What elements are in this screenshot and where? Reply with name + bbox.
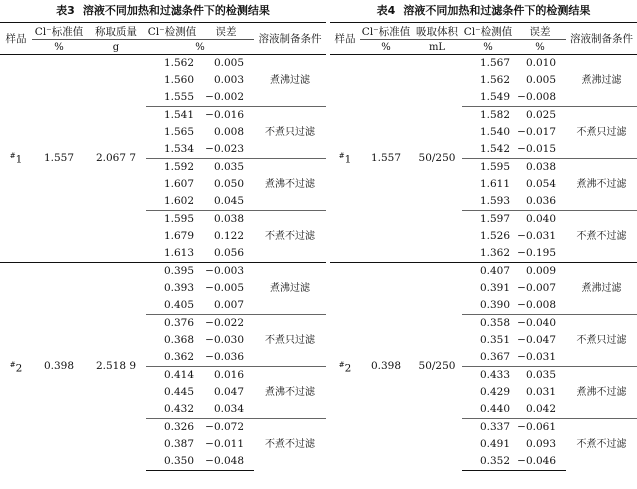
table3-panel [0, 0, 326, 471]
error-value-cell: −0.023 [205, 143, 244, 155]
measured-value-cell: 0.326 [146, 419, 198, 437]
preparation-condition-cell: 煮沸不过滤 [566, 367, 637, 419]
sample-mass-cell: 2.067 7 [95, 152, 137, 164]
error-value-cell: −0.046 [514, 453, 566, 471]
error-value-cell: 0.005 [525, 74, 556, 86]
table-row [0, 263, 326, 281]
error-value-cell: −0.030 [205, 334, 244, 346]
table4-unit-std: % [360, 40, 412, 55]
measured-value-cell: 0.405 [163, 299, 194, 311]
measured-value-cell: 1.555 [163, 91, 194, 103]
table4-header-error: 误差 [514, 23, 566, 40]
preparation-condition-cell: 不煮不过滤 [254, 419, 326, 471]
measured-value-cell: 0.358 [462, 315, 514, 333]
error-value-cell: −0.031 [517, 351, 556, 363]
error-value-cell: 0.054 [525, 178, 556, 190]
table-row [330, 263, 637, 281]
error-value-cell: −0.005 [205, 282, 244, 294]
error-value-cell: 0.047 [213, 386, 244, 398]
table3-header-error: 误差 [198, 23, 254, 40]
measured-value-cell: 1.549 [479, 91, 510, 103]
error-value-cell: 0.003 [213, 74, 244, 86]
measured-value-cell: 1.526 [479, 230, 510, 242]
preparation-condition-cell: 煮沸不过滤 [254, 367, 326, 419]
error-value-cell: −0.047 [517, 334, 556, 346]
preparation-condition-cell: 煮沸过滤 [566, 263, 637, 315]
error-value-cell: 0.031 [525, 386, 556, 398]
error-value-cell: 0.016 [198, 367, 254, 385]
table3-caption-title: 溶液不同加热和过滤条件下的检测结果 [82, 4, 270, 17]
measured-value-cell: 1.613 [163, 247, 194, 259]
error-value-cell: 0.025 [514, 107, 566, 125]
measured-value-cell: 1.611 [479, 178, 510, 190]
pipetted-volume-cell: 50/250 [418, 152, 456, 164]
measured-value-cell: 0.407 [462, 263, 514, 281]
pipetted-volume-cell: 50/250 [412, 263, 462, 471]
error-value-cell: −0.007 [517, 282, 556, 294]
measured-value-cell: 0.440 [479, 403, 510, 415]
sample-id: 2 [344, 362, 352, 374]
error-value-cell: −0.195 [517, 247, 556, 259]
measured-value-cell: 1.562 [163, 57, 194, 69]
preparation-condition-cell: 煮沸过滤 [254, 263, 326, 315]
measured-value-cell: 0.362 [163, 351, 194, 363]
measured-value-cell: 1.597 [462, 211, 514, 229]
table-row [330, 55, 637, 73]
table4-unit-measured: % [462, 40, 514, 55]
measured-value-cell: 1.560 [163, 74, 194, 86]
standard-value-cell: 1.557 [43, 152, 75, 164]
measured-value-cell: 1.562 [479, 74, 510, 86]
measured-value-cell: 0.368 [163, 334, 194, 346]
table3-body [0, 55, 326, 471]
preparation-condition-cell: 不煮不过滤 [566, 419, 637, 471]
table3-header-row [0, 23, 326, 40]
error-value-cell: −0.040 [514, 315, 566, 333]
table4-header-std: Cl⁻标准值 [360, 23, 412, 40]
error-value-cell: 0.042 [525, 403, 556, 415]
table3-unit-mass: g [86, 40, 146, 55]
measured-value-cell: 1.541 [146, 107, 198, 125]
error-value-cell: 0.122 [213, 230, 244, 242]
error-value-cell: −0.016 [198, 107, 254, 125]
table3-header-std: Cl⁻标准值 [32, 23, 86, 40]
sample-id-cell [330, 55, 360, 263]
error-value-cell: −0.002 [205, 91, 244, 103]
error-value-cell: 0.035 [198, 159, 254, 177]
preparation-condition-cell: 煮沸不过滤 [566, 159, 637, 211]
table4-panel [330, 0, 637, 471]
table4-unit-error: % [514, 40, 566, 55]
measured-value-cell: 0.376 [146, 315, 198, 333]
sample-mark: # [9, 152, 16, 161]
error-value-cell: 0.056 [213, 247, 244, 259]
sample-mass-cell: 2.518 9 [86, 263, 146, 471]
measured-value-cell: 1.593 [479, 195, 510, 207]
table3-caption [0, 0, 326, 22]
table3-header-measured: Cl⁻检测值 [146, 23, 198, 40]
measured-value-cell: 0.432 [163, 403, 194, 415]
error-value-cell: 0.035 [514, 367, 566, 385]
sample-id: 1 [15, 153, 23, 166]
standard-value-cell: 0.398 [360, 263, 412, 471]
measured-value-cell: 0.445 [163, 386, 194, 398]
measured-value-cell: 1.567 [479, 57, 510, 69]
sample-mark: # [338, 360, 345, 369]
table4-caption-number: 表4 [376, 4, 396, 17]
measured-value-cell: 1.679 [163, 230, 194, 242]
error-value-cell: −0.031 [517, 230, 556, 242]
table3-header-condition: 溶液制备条件 [254, 23, 326, 55]
error-value-cell: 0.040 [514, 211, 566, 229]
table4-caption [330, 0, 637, 22]
sample-mark: # [338, 152, 345, 161]
table4-header-row [330, 23, 637, 40]
standard-value-cell: 1.557 [370, 152, 402, 164]
error-value-cell: −0.015 [517, 143, 556, 155]
measured-value-cell: 1.540 [479, 126, 510, 138]
error-value-cell: 0.034 [213, 403, 244, 415]
error-value-cell: 0.008 [213, 126, 244, 138]
sample-id-cell [0, 263, 32, 471]
preparation-condition-cell: 不煮不过滤 [254, 211, 326, 263]
measured-value-cell: 0.352 [462, 453, 514, 471]
measured-value-cell: 0.393 [163, 282, 194, 294]
preparation-condition-cell: 煮沸不过滤 [254, 159, 326, 211]
measured-value-cell: 0.367 [479, 351, 510, 363]
measured-value-cell: 0.395 [146, 263, 198, 281]
error-value-cell: 0.038 [514, 159, 566, 177]
measured-value-cell: 0.391 [479, 282, 510, 294]
sample-mark: # [9, 360, 16, 369]
measured-value-cell: 1.362 [479, 247, 510, 259]
error-value-cell: −0.061 [514, 419, 566, 437]
error-value-cell: 0.010 [525, 57, 556, 69]
sample-id: 1 [344, 153, 352, 166]
measured-value-cell: 0.350 [146, 453, 198, 471]
error-value-cell: 0.005 [213, 57, 244, 69]
measured-value-cell: 0.337 [462, 419, 514, 437]
error-value-cell: −0.017 [517, 126, 556, 138]
table3-header-sample: 样品 [0, 23, 32, 55]
table4-unit-volume: mL [412, 40, 462, 55]
table4-header-volume: 吸取体积 [412, 23, 462, 40]
preparation-condition-cell: 不煮不过滤 [566, 211, 637, 263]
measured-value-cell: 1.607 [163, 178, 194, 190]
error-value-cell: 0.093 [525, 438, 556, 450]
measured-value-cell: 1.595 [146, 211, 198, 229]
error-value-cell: −0.048 [198, 453, 254, 471]
measured-value-cell: 1.582 [462, 107, 514, 125]
preparation-condition-cell: 不煮只过滤 [566, 107, 637, 159]
table4-header-measured: Cl⁻检测值 [462, 23, 514, 40]
standard-value-cell: 0.398 [32, 263, 86, 471]
measured-value-cell: 0.414 [146, 367, 198, 385]
error-value-cell: −0.011 [205, 438, 244, 450]
error-value-cell: −0.003 [198, 263, 254, 281]
table3-unit-std: % [32, 40, 86, 55]
table4-header-condition: 溶液制备条件 [566, 23, 637, 55]
preparation-condition-cell: 不煮只过滤 [566, 315, 637, 367]
measured-value-cell: 1.534 [163, 143, 194, 155]
table4-body [330, 55, 637, 471]
measured-value-cell: 1.542 [479, 143, 510, 155]
measured-value-cell: 1.592 [146, 159, 198, 177]
error-value-cell: 0.009 [514, 263, 566, 281]
measured-value-cell: 1.565 [163, 126, 194, 138]
measured-value-cell: 0.351 [479, 334, 510, 346]
measured-value-cell: 0.390 [479, 299, 510, 311]
error-value-cell: −0.036 [205, 351, 244, 363]
preparation-condition-cell: 煮沸过滤 [270, 75, 310, 86]
error-value-cell: −0.072 [198, 419, 254, 437]
table4-header-sample: 样品 [330, 23, 360, 55]
error-value-cell: 0.036 [525, 195, 556, 207]
table3-unit-measured-error: % [146, 40, 254, 55]
table4 [330, 22, 637, 471]
error-value-cell: 0.038 [198, 211, 254, 229]
preparation-condition-cell: 不煮只过滤 [254, 315, 326, 367]
measured-value-cell: 0.387 [163, 438, 194, 450]
error-value-cell: −0.008 [517, 91, 556, 103]
error-value-cell: 0.045 [213, 195, 244, 207]
measured-value-cell: 0.433 [462, 367, 514, 385]
table3-caption-number: 表3 [56, 4, 75, 17]
measured-value-cell: 1.595 [462, 159, 514, 177]
sample-id-cell [330, 263, 360, 471]
error-value-cell: 0.007 [213, 299, 244, 311]
table3-header-mass: 称取质量 [86, 23, 146, 40]
measured-value-cell: 1.602 [163, 195, 194, 207]
sample-id: 2 [15, 362, 23, 374]
table3 [0, 22, 326, 471]
table4-caption-title: 溶液不同加热和过滤条件下的检测结果 [403, 4, 591, 17]
measured-value-cell: 0.429 [479, 386, 510, 398]
preparation-condition-cell: 不煮只过滤 [254, 107, 326, 159]
measured-value-cell: 0.491 [479, 438, 510, 450]
sample-id-cell [0, 55, 32, 263]
table-row [0, 55, 326, 73]
preparation-condition-cell: 煮沸过滤 [581, 75, 622, 86]
error-value-cell: 0.050 [213, 178, 244, 190]
error-value-cell: −0.008 [517, 299, 556, 311]
error-value-cell: −0.022 [198, 315, 254, 333]
